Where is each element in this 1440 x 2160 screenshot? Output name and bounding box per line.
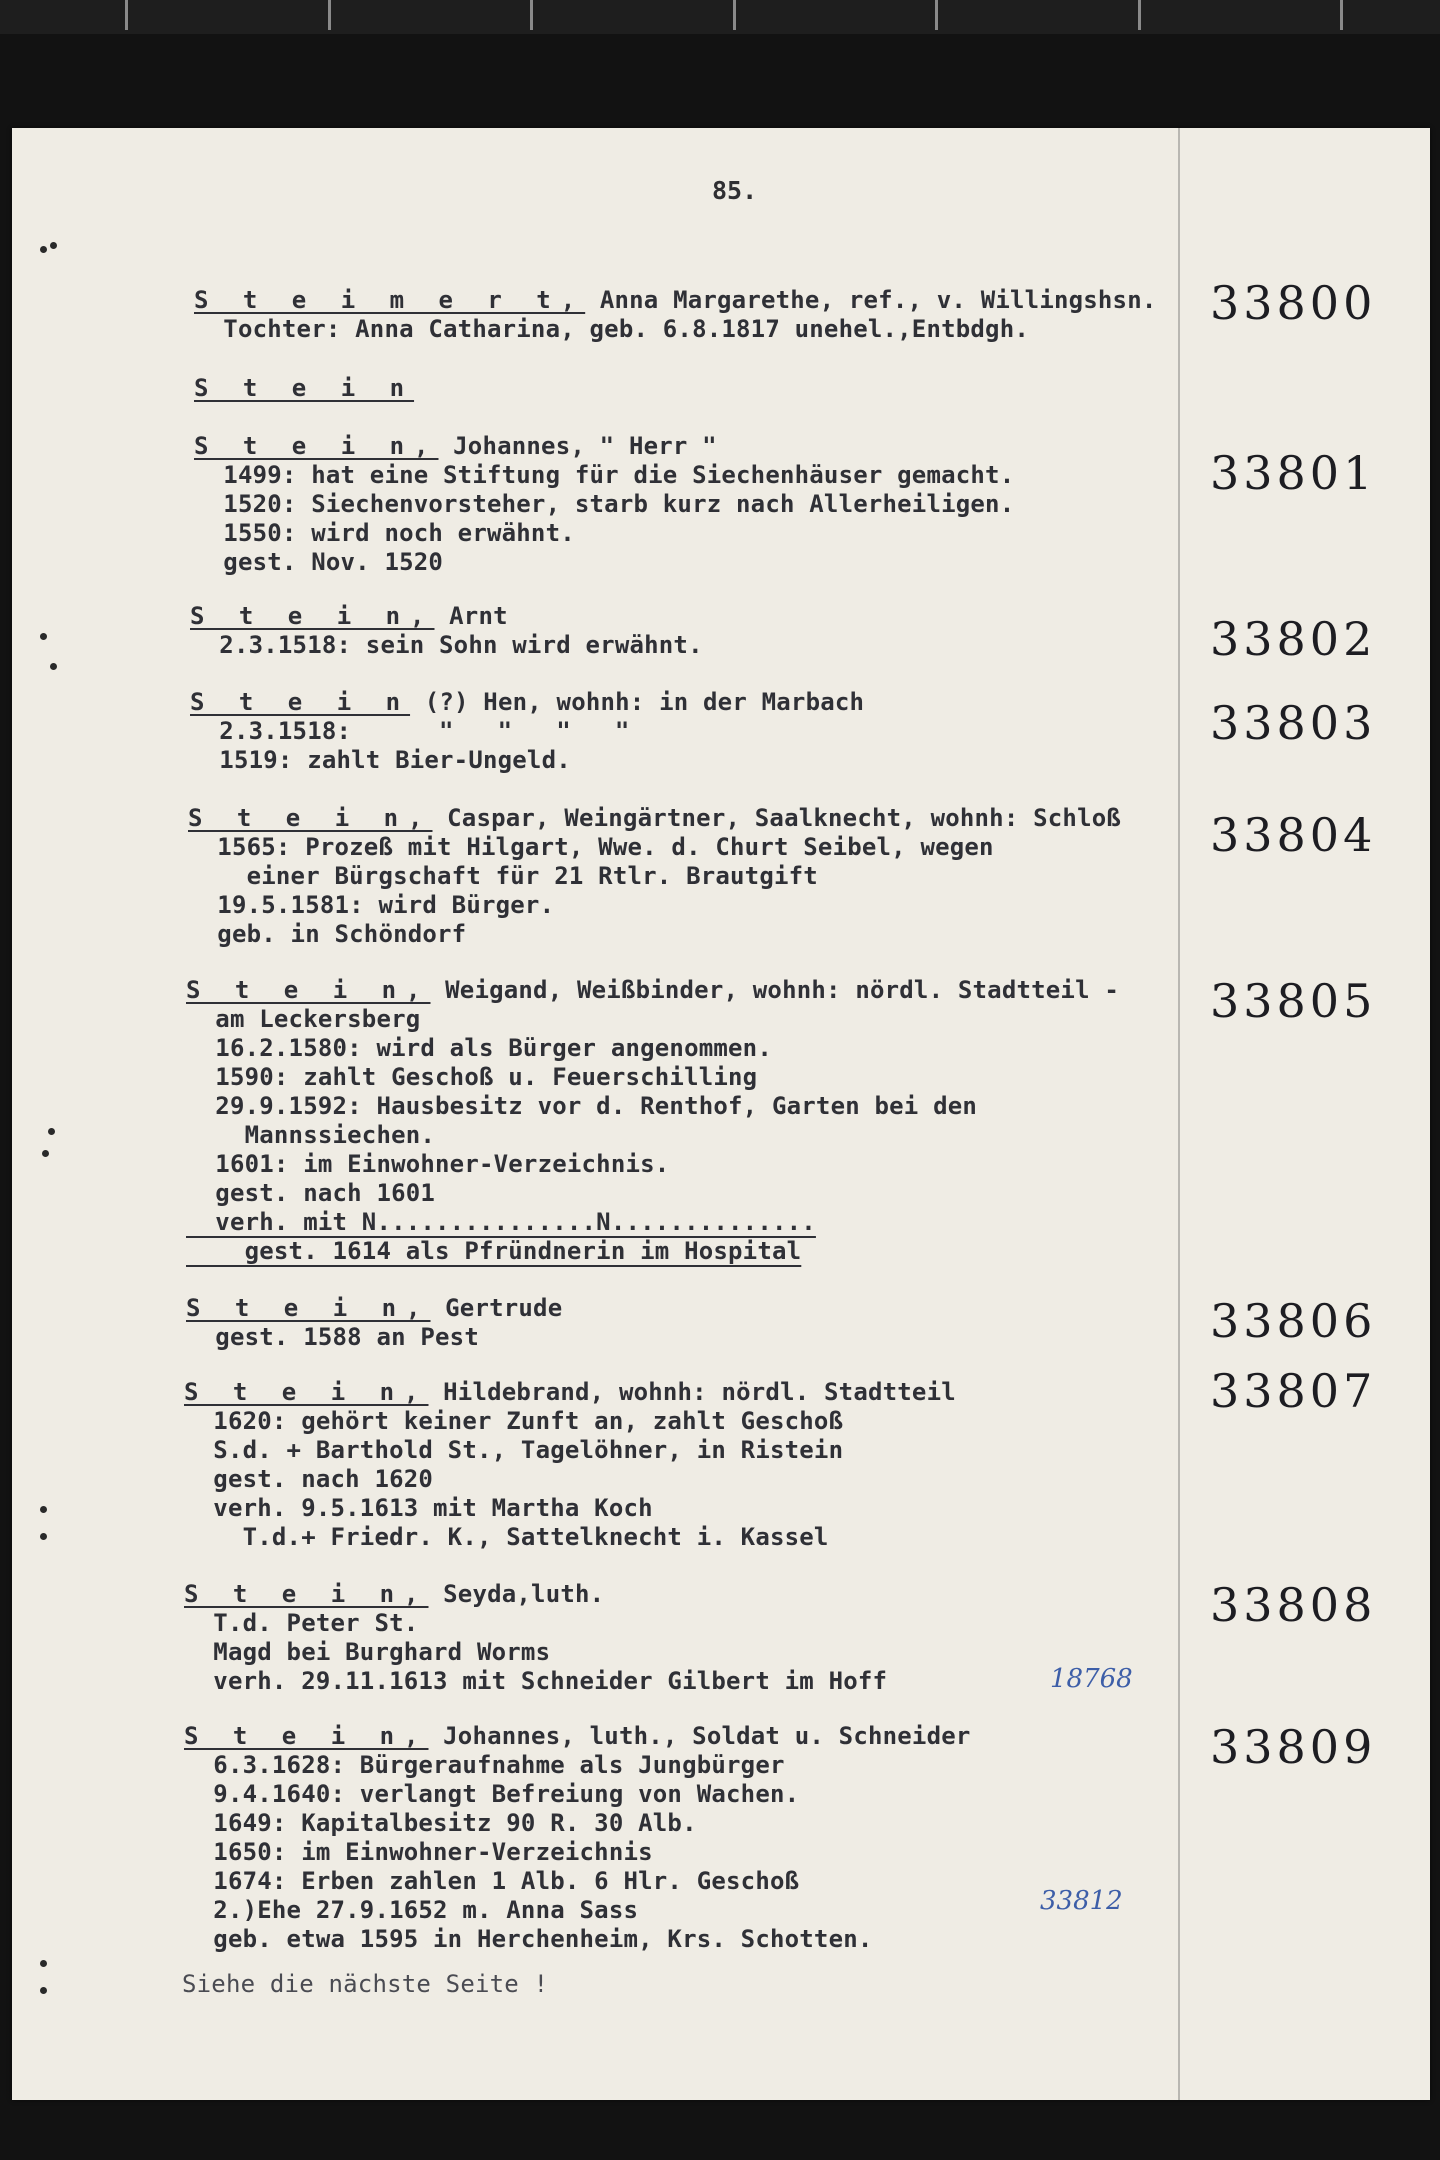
punch-mark: [40, 1960, 47, 1967]
entry-line: Tochter: Anna Catharina, geb. 6.8.1817 unehel.,Entbdgh.: [194, 315, 1030, 343]
entry-line: 29.9.1592: Hausbesitz vor d. Renthof, Garten bei den: [186, 1092, 978, 1120]
entry-line: Gertrude: [430, 1294, 563, 1322]
entry-line: Magd bei Burghard Worms: [184, 1638, 551, 1666]
entry-line: am Leckersberg: [186, 1005, 421, 1033]
entry-line: gest. Nov. 1520: [194, 548, 444, 576]
entry-line: gest. nach 1620: [184, 1465, 434, 1493]
entry-line: verh. 9.5.1613 mit Martha Koch: [184, 1494, 653, 1522]
document-page: [12, 128, 1430, 2100]
section-heading: S t e i n: [194, 374, 415, 402]
film-tick: [1138, 0, 1141, 30]
scanner-top-bar: [0, 0, 1440, 34]
entry-surname: S t e i n,: [184, 1722, 429, 1750]
entry-line: Johannes, " Herr ": [438, 432, 717, 460]
entry-line: 1550: wird noch erwähnt.: [194, 519, 575, 547]
entry-line: 1650: im Einwohner-Verzeichnis: [184, 1838, 653, 1866]
entry-surname: S t e i m e r t,: [194, 286, 586, 314]
page-number: 85.: [712, 176, 758, 205]
margin-rule: [1178, 128, 1180, 2100]
entry-line: 2.)Ehe 27.9.1652 m. Anna Sass: [184, 1896, 639, 1924]
entry-line: Seyda,luth.: [428, 1580, 605, 1608]
entry-header: [190, 688, 864, 717]
entry-surname: S t e i n,: [190, 602, 435, 630]
punch-mark: [40, 1533, 47, 1540]
entry-line: verh. 29.11.1613 mit Schneider Gilbert im Hoff: [184, 1667, 888, 1695]
punch-mark: [40, 1506, 47, 1513]
entry-line: T.d. Peter St.: [184, 1609, 419, 1637]
footer-note: Siehe die nächste Seite !: [182, 1970, 549, 1998]
entry-header: [184, 1722, 971, 1751]
entry-header: [184, 1378, 956, 1407]
entry-line: gest. nach 1601: [186, 1179, 436, 1207]
entry-number: 33806: [1210, 1294, 1377, 1348]
entry-number: 33808: [1210, 1578, 1377, 1632]
entry-number: 33809: [1210, 1720, 1377, 1774]
entry-header: [184, 1580, 604, 1609]
film-tick: [1340, 0, 1343, 30]
entry-line: Arnt: [434, 602, 508, 630]
entry-line: verh. mit N...............N..............: [186, 1208, 816, 1236]
entry-line: geb. in Schöndorf: [188, 920, 467, 948]
punch-mark: [50, 663, 57, 670]
entry-surname: S t e i n,: [188, 804, 433, 832]
entry-line: geb. etwa 1595 in Herchenheim, Krs. Schotten.: [184, 1925, 873, 1953]
entry-header: [186, 1294, 562, 1323]
film-tick: [125, 0, 128, 30]
entry-line: Weigand, Weißbinder, wohnh: nördl. Stadtteil -: [430, 976, 1120, 1004]
entry-line: (?) Hen, wohnh: in der Marbach: [410, 688, 865, 716]
punch-mark: [50, 242, 57, 249]
entry-line: 1519: zahlt Bier-Ungeld.: [190, 746, 571, 774]
entry-number: 33802: [1210, 612, 1377, 666]
entry-line: 1590: zahlt Geschoß u. Feuerschilling: [186, 1063, 758, 1091]
punch-mark: [40, 246, 47, 253]
entry-surname: S t e i n: [190, 688, 411, 716]
entry-line: 1520: Siechenvorsteher, starb kurz nach Allerheiligen.: [194, 490, 1015, 518]
punch-mark: [48, 1128, 55, 1135]
entry-line: S.d. + Barthold St., Tagelöhner, in Ristein: [184, 1436, 844, 1464]
entry-number: 33803: [1210, 696, 1377, 750]
entry-line: einer Bürgschaft für 21 Rtlr. Brautgift: [188, 862, 818, 890]
entry-line: 16.2.1580: wird als Bürger angenommen.: [186, 1034, 772, 1062]
entry-line: 1601: im Einwohner-Verzeichnis.: [186, 1150, 670, 1178]
film-tick: [935, 0, 938, 30]
entry-number: 33800: [1210, 276, 1377, 330]
handwritten-note: 33812: [1040, 1886, 1123, 1916]
entry-line: 1620: gehört keiner Zunft an, zahlt Geschoß: [184, 1407, 844, 1435]
entry-line: gest. 1588 an Pest: [186, 1323, 479, 1351]
entry-surname: S t e i n,: [186, 1294, 431, 1322]
entry-line: 1649: Kapitalbesitz 90 R. 30 Alb.: [184, 1809, 697, 1837]
entry-number: 33801: [1210, 446, 1377, 500]
entry-header: [190, 602, 508, 631]
entry-surname: S t e i n,: [184, 1580, 429, 1608]
entry-line: 9.4.1640: verlangt Befreiung von Wachen.: [184, 1780, 800, 1808]
punch-mark: [40, 633, 47, 640]
entry-line: Anna Margarethe, ref., v. Willingshsn.: [585, 286, 1157, 314]
entry-surname: S t e i n,: [194, 432, 439, 460]
punch-mark: [40, 1987, 47, 1994]
entry-line: Mannssiechen.: [186, 1121, 436, 1149]
entry-line: gest. 1614 als Pfründnerin im Hospital: [186, 1237, 802, 1265]
entry-number: 33804: [1210, 808, 1377, 862]
entry-header: [194, 432, 717, 461]
entry-line: 19.5.1581: wird Bürger.: [188, 891, 555, 919]
entry-line: 2.3.1518: " " " ": [190, 717, 630, 745]
entry-line: 6.3.1628: Bürgeraufnahme als Jungbürger: [184, 1751, 785, 1779]
film-tick: [530, 0, 533, 30]
entry-header: [186, 976, 1119, 1005]
entry-line: 1674: Erben zahlen 1 Alb. 6 Hlr. Geschoß: [184, 1867, 800, 1895]
film-tick: [328, 0, 331, 30]
entry-line: 1565: Prozeß mit Hilgart, Wwe. d. Churt Seibel, wegen: [188, 833, 994, 861]
entry-line: Hildebrand, wohnh: nördl. Stadtteil: [428, 1378, 956, 1406]
entry-surname: S t e i n,: [184, 1378, 429, 1406]
entry-header: [194, 286, 1157, 315]
entry-number: 33807: [1210, 1364, 1377, 1418]
entry-surname: S t e i n,: [186, 976, 431, 1004]
entry-line: 1499: hat eine Stiftung für die Siechenhäuser gemacht.: [194, 461, 1015, 489]
film-tick: [733, 0, 736, 30]
punch-mark: [42, 1150, 49, 1157]
handwritten-note: 18768: [1050, 1664, 1133, 1694]
entry-line: 2.3.1518: sein Sohn wird erwähnt.: [190, 631, 703, 659]
entry-line: Johannes, luth., Soldat u. Schneider: [428, 1722, 971, 1750]
entry-header: [188, 804, 1121, 833]
entry-line: T.d.+ Friedr. K., Sattelknecht i. Kassel: [184, 1523, 829, 1551]
entry-line: Caspar, Weingärtner, Saalknecht, wohnh: Schloß: [432, 804, 1122, 832]
entry-number: 33805: [1210, 974, 1377, 1028]
